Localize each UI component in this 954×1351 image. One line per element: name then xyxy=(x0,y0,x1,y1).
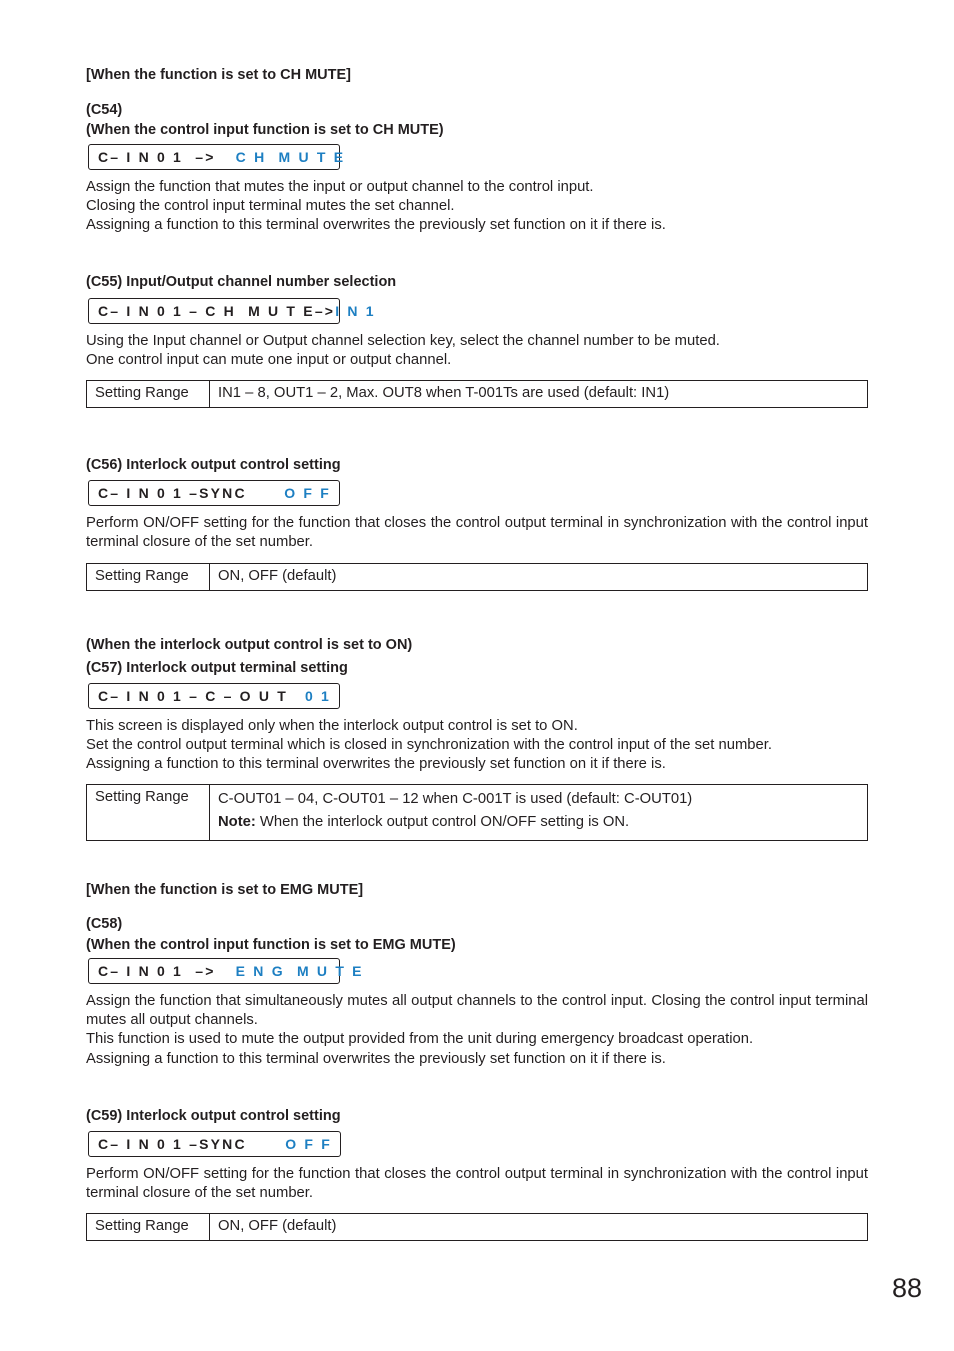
c54-description xyxy=(86,178,868,236)
c58-paragraph-1: Assign the function that simultaneously mutes all output channels to the control input. Closing the control input terminal mutes all output channels. xyxy=(86,993,868,1029)
c55-title: (C55) Input/Output channel number selection xyxy=(86,274,397,290)
lcd-left-text: C– I N 0 1 –> xyxy=(98,149,222,165)
c55-lcd-display xyxy=(88,298,376,324)
c55-description xyxy=(86,332,868,370)
c58-code: (C58) xyxy=(86,916,123,932)
c59-lcd-display xyxy=(88,1131,341,1157)
c54-lcd-display xyxy=(88,144,346,170)
lcd-value: C H M U T E xyxy=(235,149,346,165)
c54-line-2: Closing the control input terminal mutes the set channel. xyxy=(86,198,455,215)
setting-range-cell xyxy=(210,785,868,841)
c57-title: (C57) Interlock output terminal setting xyxy=(86,660,348,676)
section-heading-emg-mute: [When the function is set to EMG MUTE] xyxy=(86,882,364,898)
setting-range-value: C-OUT01 – 04, C-OUT01 – 12 when C-001T is used (default: C-OUT01) xyxy=(218,791,693,807)
c54-line-1: Assign the function that mutes the input or output channel to the control input. xyxy=(86,179,594,195)
c56-description: Perform ON/OFF setting for the function that closes the control output terminal in synchronization with the control input terminal closure of the set number. xyxy=(86,515,868,551)
c59-description: Perform ON/OFF setting for the function that closes the control output terminal in synchronization with the control input terminal closure of the set number. xyxy=(86,1166,868,1202)
lcd-value: O F F xyxy=(284,485,331,501)
section-heading-ch-mute: [When the function is set to CH MUTE] xyxy=(86,67,352,83)
setting-range-value: ON, OFF (default) xyxy=(210,564,868,591)
lcd-value: O F F xyxy=(285,1136,332,1152)
setting-range-label: Setting Range xyxy=(87,785,210,841)
lcd-left-text: C– I N 0 1 –SYNC xyxy=(98,485,247,501)
c56-lcd-display xyxy=(88,480,340,506)
c57-line-1: This screen is displayed only when the interlock output control is set to ON. xyxy=(86,718,578,734)
c58-description xyxy=(86,992,868,1069)
lcd-left-text: C– I N 0 1 –SYNC xyxy=(98,1136,247,1152)
setting-range-label: Setting Range xyxy=(87,381,210,408)
note-label: Note: xyxy=(218,814,256,830)
c58-paragraph-2: This function is used to mute the output provided from the unit during emergency broadcast operation. xyxy=(86,1031,754,1048)
c57-line-3: Assigning a function to this terminal overwrites the previously set function on it if there is. xyxy=(86,756,666,773)
c55-line-2: One control input can mute one input or output channel. xyxy=(86,352,452,369)
c57-condition: (When the interlock output control is set to ON) xyxy=(86,637,413,653)
setting-range-label: Setting Range xyxy=(87,1214,210,1241)
setting-range-value: IN1 – 8, OUT1 – 2, Max. OUT8 when T-001Ts are used (default: IN1) xyxy=(210,381,868,408)
c54-line-3: Assigning a function to this terminal overwrites the previously set function on it if there is. xyxy=(86,217,666,234)
setting-range-label: Setting Range xyxy=(87,564,210,591)
c56-setting-range-table xyxy=(86,563,868,591)
c54-subtitle: (When the control input function is set to CH MUTE) xyxy=(86,122,444,138)
c54-code: (C54) xyxy=(86,102,123,118)
c57-description xyxy=(86,717,868,775)
c57-setting-range-table xyxy=(86,784,868,841)
lcd-left-text: C– I N 0 1 – C – O U T xyxy=(98,688,288,704)
lcd-left-text: C– I N 0 1 –> xyxy=(98,963,222,979)
setting-range-value: ON, OFF (default) xyxy=(210,1214,868,1241)
page-number: 88 xyxy=(891,1273,922,1303)
c58-subtitle: (When the control input function is set to EMG MUTE) xyxy=(86,937,456,953)
lcd-left-text: C– I N 0 1 – C H M U T E–> xyxy=(98,303,336,319)
c59-title: (C59) Interlock output control setting xyxy=(86,1108,341,1124)
setting-range-note xyxy=(218,811,859,834)
note-text: When the interlock output control ON/OFF setting is ON. xyxy=(255,814,630,830)
c58-lcd-display xyxy=(88,958,364,984)
c58-paragraph-3: Assigning a function to this terminal overwrites the previously set function on it if there is. xyxy=(86,1050,666,1067)
c55-line-1: Using the Input channel or Output channel selection key, select the channel number to be muted. xyxy=(86,333,720,349)
c57-lcd-display xyxy=(88,683,340,709)
c57-line-2: Set the control output terminal which is closed in synchronization with the control input of the set number. xyxy=(86,737,772,754)
lcd-value: I N 1 xyxy=(335,303,376,319)
c59-setting-range-table xyxy=(86,1213,868,1241)
c56-title: (C56) Interlock output control setting xyxy=(86,457,341,473)
lcd-value: 0 1 xyxy=(304,688,331,704)
c55-setting-range-table xyxy=(86,380,868,408)
lcd-value: E N G M U T E xyxy=(235,963,364,979)
